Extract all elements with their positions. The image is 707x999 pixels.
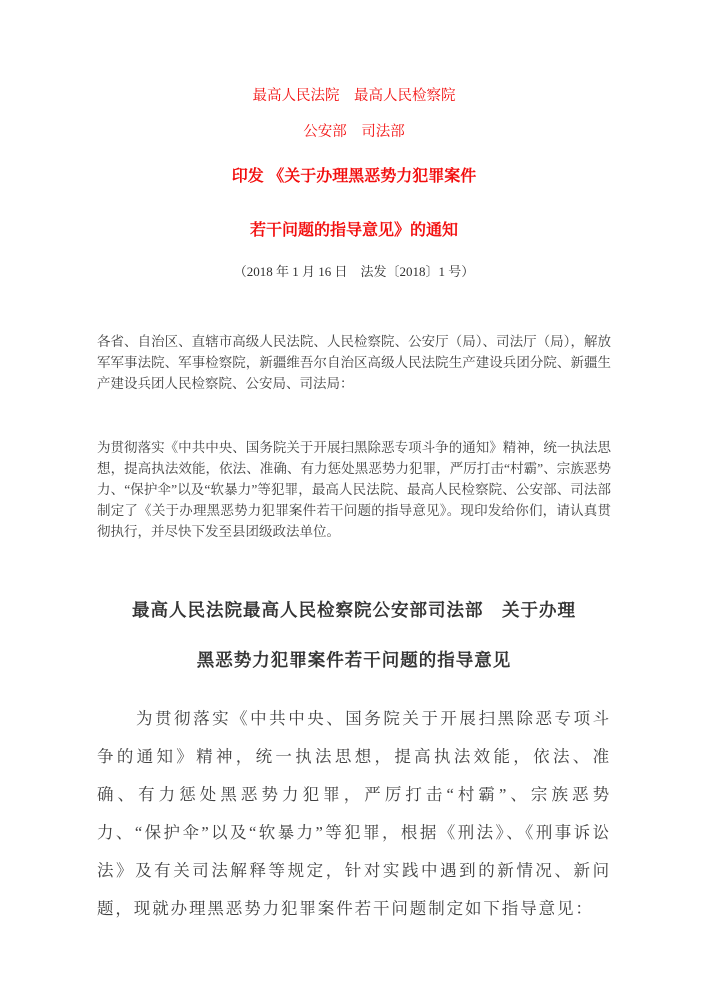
- opinion-heading-line-2: 黑恶势力犯罪案件若干问题的指导意见: [196, 650, 512, 670]
- recipients-paragraph: 各省、自治区、直辖市高级人民法院、人民检察院、公安厅（局）、司法厅（局），解放军军事法院、军事检察院，新疆维吾尔自治区高级人民法院生产建设兵团分院、新疆生产建设兵团人民检察院、公安局、司法局：: [97, 334, 611, 391]
- notice-title-line-2: 若干问题的指导意见》的通知: [249, 222, 458, 239]
- notice-title-line-1: 印发 《关于办理黑恶势力犯罪案件: [231, 168, 477, 185]
- notice-body-paragraph: 为贯彻落实《中共中央、国务院关于开展扫黑除恶专项斗争的通知》精神，统一执法思想，提高执法效能，依法、准确、有力惩处黑恶势力犯罪，严厉打击“村霸”、宗族恶势力、“保护伞”以及“软暴力”等犯罪，最高人民法院、最高人民检察院、公安部、司法部制定了《关于办理黑恶势力犯罪案件若干问题的指导意见》。现印发给你们，请认真贯彻执行，并尽快下发至县团级政法单位。: [97, 440, 611, 539]
- document-number-and-date: （2018 年 1 月 16 日 法发〔2018〕1 号）: [233, 264, 475, 279]
- issuing-dept-line-2: 公安部 司法部: [303, 124, 405, 140]
- opinion-heading: [97, 598, 611, 672]
- opinion-intro-paragraph: 为贯彻落实《中共中央、国务院关于开展扫黑除恶专项斗争的通知》精神，统一执法思想，提高执法效能，依法、准确、有力惩处黑恶势力犯罪，严厉打击“村霸”、宗族恶势力、“保护伞”以及“软暴力”等犯罪，根据《刑法》、《刑事诉讼法》及有关司法解释等规定，针对实践中遇到的新情况、新问题，现就办理黑恶势力犯罪案件若干问题制定如下指导意见：: [97, 709, 611, 918]
- opinion-heading-line-1: 最高人民法院最高人民检察院公安部司法部 关于办理: [132, 600, 576, 620]
- issuing-dept-line-1: 最高人民法院 最高人民检察院: [252, 88, 456, 104]
- notice-title: [97, 166, 611, 241]
